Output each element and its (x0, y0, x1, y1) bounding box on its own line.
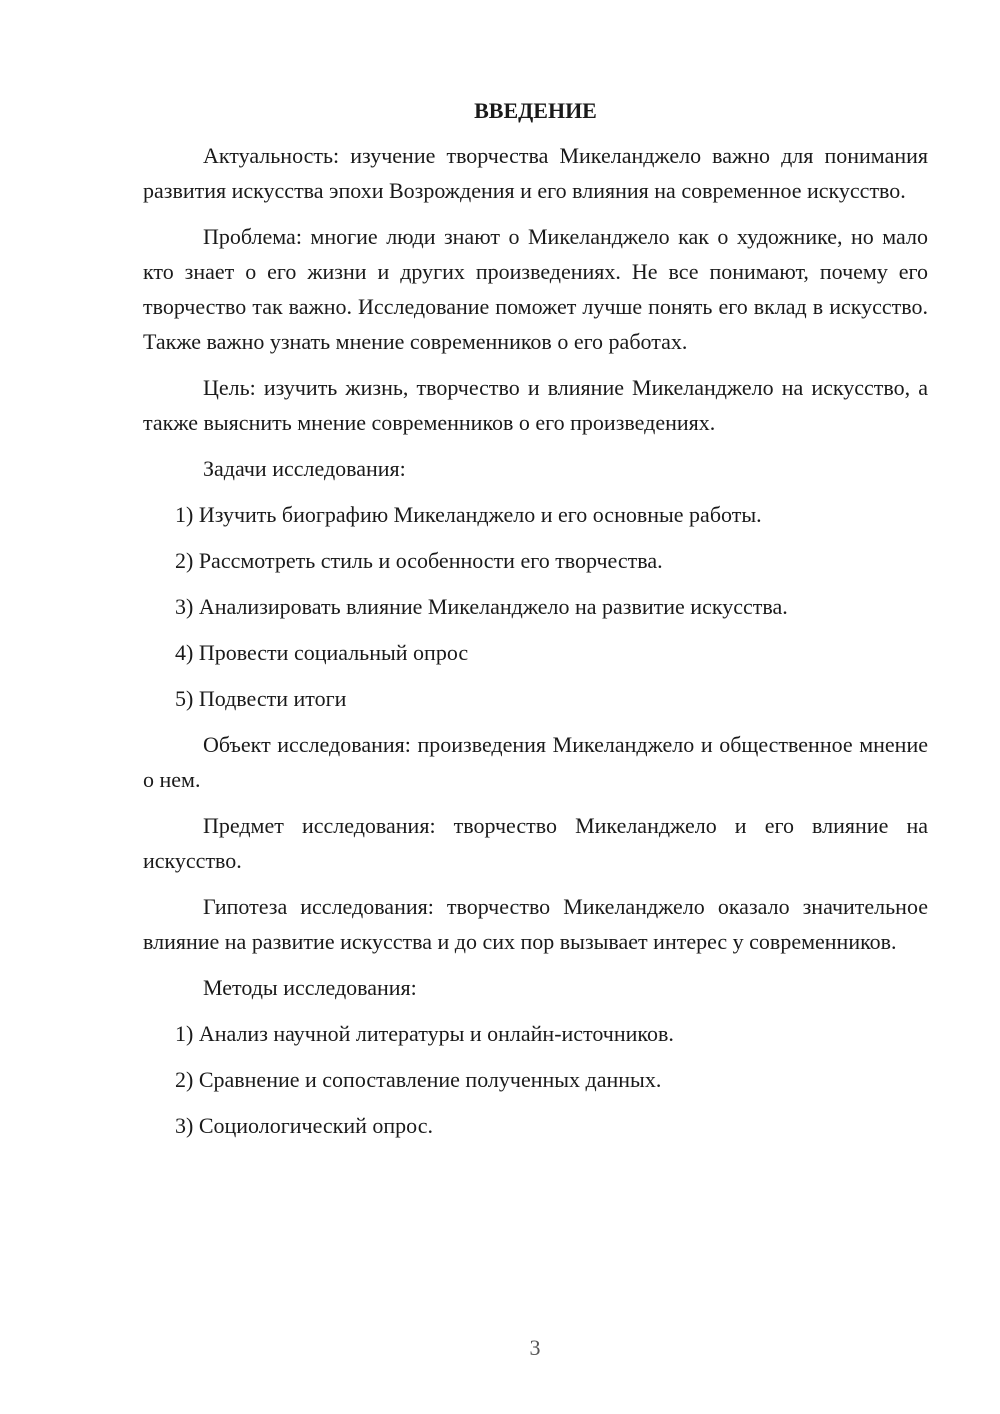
method-item: 2) Сравнение и сопоставление полученных данных. (175, 1067, 662, 1092)
section-title: ВВЕДЕНИЕ (474, 98, 597, 123)
method-item: 3) Социологический опрос. (175, 1113, 433, 1138)
object-paragraph: Объект исследования: произведения Микеланджело и общественное мнение о нем. (143, 732, 928, 792)
page-content (143, 93, 928, 1154)
methods-list (143, 1016, 928, 1143)
problem-paragraph: Проблема: многие люди знают о Микеланджело как о художнике, но мало кто знает о его жизни и других произведениях. Не все понимают, почему его творчество так важно. Исследование поможет лучше понять его вклад в искусство. Также важно узнать мнение современников о его работах. (143, 224, 928, 354)
tasks-heading: Задачи исследования: (203, 456, 406, 481)
page-number: 3 (529, 1335, 541, 1360)
task-item: 1) Изучить биографию Микеланджело и его основные работы. (175, 502, 762, 527)
task-item: 5) Подвести итоги (175, 686, 347, 711)
goal-paragraph: Цель: изучить жизнь, творчество и влияние Микеланджело на искусство, а также выяснить мнение современников о его произведениях. (143, 375, 928, 435)
method-item: 1) Анализ научной литературы и онлайн-источников. (175, 1021, 674, 1046)
methods-heading: Методы исследования: (203, 975, 417, 1000)
task-item: 3) Анализировать влияние Микеланджело на развитие искусства. (175, 594, 788, 619)
subject-paragraph: Предмет исследования: творчество Микеланджело и его влияние на искусство. (143, 813, 928, 873)
hypothesis-paragraph: Гипотеза исследования: творчество Микеланджело оказало значительное влияние на развитие искусства и до сих пор вызывает интерес у современников. (143, 894, 928, 954)
task-item: 2) Рассмотреть стиль и особенности его творчества. (175, 548, 663, 573)
tasks-list (143, 497, 928, 716)
relevance-paragraph: Актуальность: изучение творчества Микеланджело важно для понимания развития искусства эпохи Возрождения и его влияния на современное искусство. (143, 143, 928, 203)
task-item: 4) Провести социальный опрос (175, 640, 469, 665)
